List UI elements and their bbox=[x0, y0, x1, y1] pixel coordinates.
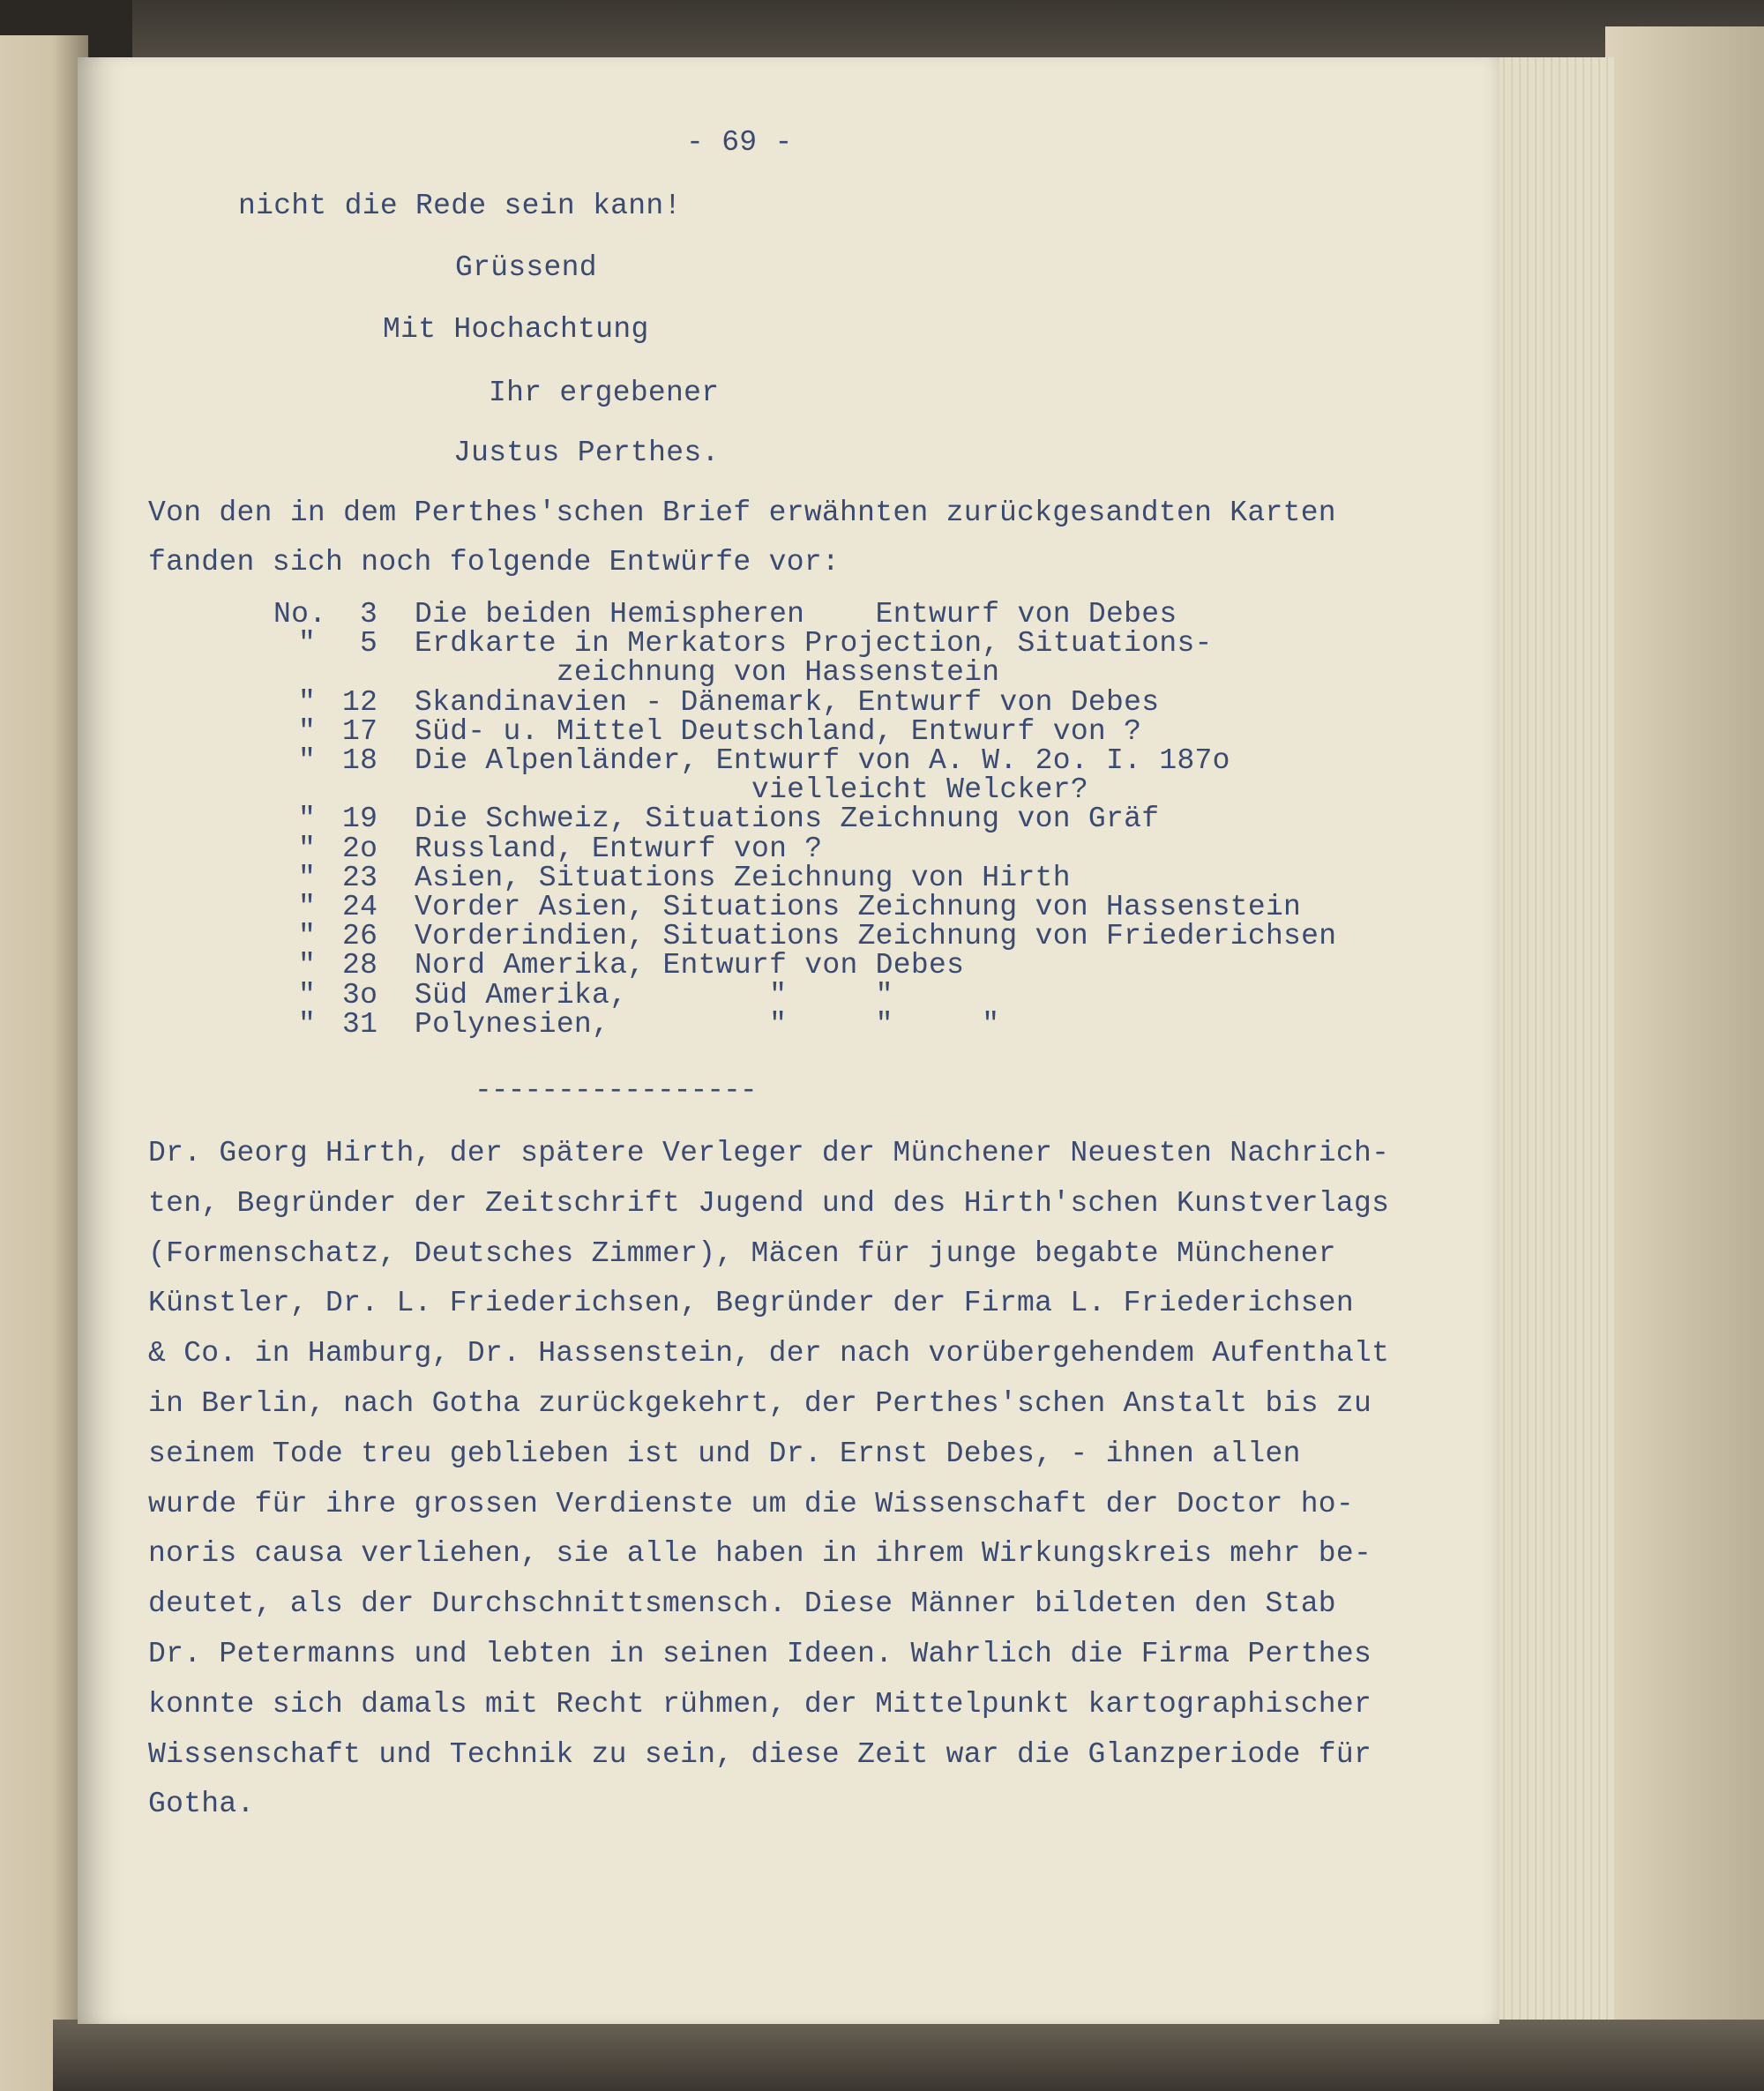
map-list-text: Die Schweiz, Situations Zeichnung von Gräf bbox=[415, 803, 1160, 835]
map-list-text: Russland, Entwurf von ? bbox=[415, 833, 823, 865]
map-list-number: 31 bbox=[342, 1008, 378, 1041]
paragraph-line: ten, Begründer der Zeitschrift Jugend und des Hirth'schen Kunstverlags bbox=[148, 1187, 1390, 1220]
paragraph-line: deutet, als der Durchschnittsmensch. Diese Männer bildeten den Stab bbox=[148, 1587, 1336, 1620]
map-list-text: Nord Amerika, Entwurf von Debes bbox=[415, 949, 965, 982]
map-list-number: 24 bbox=[342, 891, 378, 923]
map-list-mark: " bbox=[298, 715, 317, 748]
map-list-mark: " bbox=[298, 979, 317, 1012]
map-list-number: 19 bbox=[342, 803, 378, 835]
letter-greeting: Grüssend bbox=[455, 251, 597, 284]
paragraph-line: Gotha. bbox=[148, 1788, 255, 1820]
map-list-number: 17 bbox=[342, 715, 378, 748]
document-page bbox=[78, 57, 1499, 2024]
map-list-text: Süd- u. Mittel Deutschland, Entwurf von ? bbox=[415, 715, 1142, 748]
map-list-number: 5 bbox=[360, 627, 378, 660]
map-list-text: zeichnung von Hassenstein bbox=[415, 656, 1000, 689]
map-list-text: Süd Amerika, " " bbox=[415, 979, 893, 1012]
intro-line: fanden sich noch folgende Entwürfe vor: bbox=[148, 546, 841, 579]
map-list-mark: " bbox=[298, 1008, 317, 1041]
page-stack-edge bbox=[1482, 57, 1614, 2024]
book-cover-top bbox=[132, 0, 1764, 62]
letter-respect: Mit Hochachtung bbox=[383, 313, 649, 346]
map-list-mark: No. bbox=[273, 598, 327, 631]
map-list-mark: " bbox=[298, 744, 317, 777]
paragraph-line: (Formenschatz, Deutsches Zimmer), Mäcen für junge begabte Münchener bbox=[148, 1237, 1336, 1270]
paragraph-line: in Berlin, nach Gotha zurückgekehrt, der Perthes'schen Anstalt bis zu bbox=[148, 1387, 1372, 1420]
map-list-text: Polynesien, " " " bbox=[415, 1008, 1000, 1041]
paragraph-line: Wissenschaft und Technik zu sein, diese Zeit war die Glanzperiode für bbox=[148, 1738, 1372, 1771]
map-list-number: 18 bbox=[342, 744, 378, 777]
map-list-text: Vorderindien, Situations Zeichnung von Friederichsen bbox=[415, 920, 1337, 952]
paragraph-line: konnte sich damals mit Recht rühmen, der Mittelpunkt kartographischer bbox=[148, 1688, 1372, 1721]
paragraph-line: Künstler, Dr. L. Friederichsen, Begründer der Firma L. Friederichsen bbox=[148, 1287, 1355, 1319]
map-list-mark: " bbox=[298, 686, 317, 719]
map-list-number: 2o bbox=[342, 833, 378, 865]
intro-line: Von den in dem Perthes'schen Brief erwähnten zurückgesandten Karten bbox=[148, 497, 1336, 529]
map-list-text: vielleicht Welcker? bbox=[415, 773, 1088, 806]
book-cover-right bbox=[1605, 26, 1764, 2091]
book-bottom-shadow bbox=[53, 2020, 1764, 2091]
paragraph-line: Dr. Petermanns und lebten in seinen Ideen. Wahrlich die Firma Perthes bbox=[148, 1638, 1372, 1670]
paragraph-line: Dr. Georg Hirth, der spätere Verleger der Münchener Neuesten Nachrich- bbox=[148, 1137, 1390, 1169]
map-list-mark: " bbox=[298, 627, 317, 660]
map-list-text: Die Alpenländer, Entwurf von A. W. 2o. I. 187o bbox=[415, 744, 1230, 777]
map-list-mark: " bbox=[298, 920, 317, 952]
letter-signature: Justus Perthes. bbox=[453, 437, 720, 469]
page-number: - 69 - bbox=[686, 126, 793, 159]
map-list-number: 3o bbox=[342, 979, 378, 1012]
map-list-number: 3 bbox=[360, 598, 378, 631]
paragraph-line: wurde für ihre grossen Verdienste um die Wissenschaft der Doctor ho- bbox=[148, 1488, 1355, 1520]
paragraph-line: seinem Tode treu geblieben ist und Dr. Ernst Debes, - ihnen allen bbox=[148, 1438, 1301, 1470]
map-list-text: Erdkarte in Merkators Projection, Situations- bbox=[415, 627, 1213, 660]
map-list-text: Asien, Situations Zeichnung von Hirth bbox=[415, 862, 1071, 894]
map-list-number: 26 bbox=[342, 920, 378, 952]
map-list-mark: " bbox=[298, 833, 317, 865]
map-list-number: 12 bbox=[342, 686, 378, 719]
map-list-text: Vorder Asien, Situations Zeichnung von Hassenstein bbox=[415, 891, 1302, 923]
map-list-mark: " bbox=[298, 803, 317, 835]
map-list-mark: " bbox=[298, 862, 317, 894]
map-list-mark: " bbox=[298, 891, 317, 923]
left-page-edge bbox=[0, 35, 88, 2091]
letter-yours: Ihr ergebener bbox=[489, 377, 720, 409]
map-list-number: 23 bbox=[342, 862, 378, 894]
map-list-mark: " bbox=[298, 949, 317, 982]
map-list-number: 28 bbox=[342, 949, 378, 982]
paragraph-line: & Co. in Hamburg, Dr. Hassenstein, der nach vorübergehendem Aufenthalt bbox=[148, 1337, 1390, 1370]
paragraph-line: noris causa verliehen, sie alle haben in ihrem Wirkungskreis mehr be- bbox=[148, 1537, 1372, 1570]
letter-line: nicht die Rede sein kann! bbox=[238, 190, 682, 222]
map-list-text: Skandinavien - Dänemark, Entwurf von Debes bbox=[415, 686, 1160, 719]
separator-rule: ----------------- bbox=[475, 1074, 757, 1107]
map-list-text: Die beiden Hemispheren Entwurf von Debes bbox=[415, 598, 1177, 631]
